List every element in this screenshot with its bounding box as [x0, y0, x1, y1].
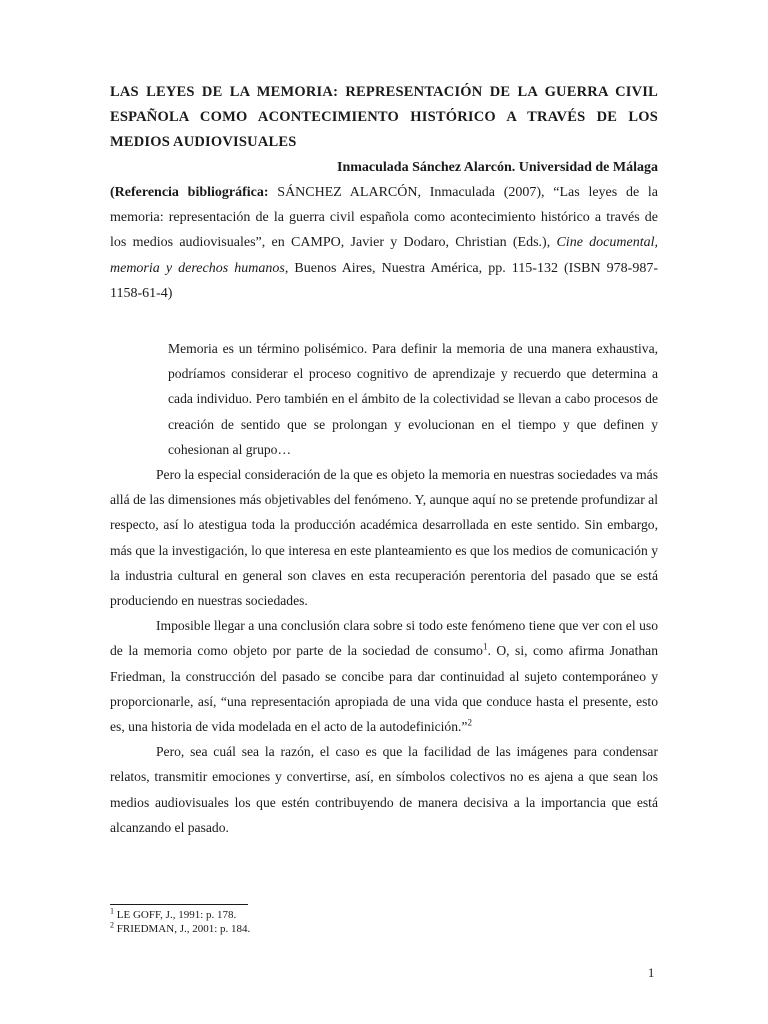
footnote-1-marker: 1	[110, 906, 114, 916]
reference-book-title: Cine documental, memoria y derechos humanos	[110, 235, 658, 276]
author-line: Inmaculada Sánchez Alarcón. Universidad de Málaga	[337, 160, 658, 175]
paragraph-3	[110, 613, 658, 739]
paragraph-3-part-b: . O, si, como afirma Jonathan Friedman, la construcción del pasado se concibe para dar continuidad al sujeto contemporáneo y proporcionarle, así, “una representación apropiada de una vida que conduce hasta el presente, esto es, una historia de vida modelada en el acto de la autodefinición.”	[110, 643, 658, 735]
paragraph-2: Pero la especial consideración de la que es objeto la memoria en nuestras sociedades va más allá de las dimensiones más objetivables del fenómeno. Y, aunque aquí no se pretende profundizar al respecto, así lo atestigua toda la producción académica desarrollada en este sentido. Sin embargo, más que la investigación, lo que interesa en este planteamiento es que los medios de comunicación y la industria cultural en general son claves en esta recuperación perentoria del pasado que se está produciendo en nuestras sociedades.	[110, 467, 658, 609]
paragraph-1: Memoria es un término polisémico. Para definir la memoria de una manera exhaustiva, podríamos considerar el proceso cognitivo de aprendizaje y recuerdo que determina a cada individuo. Pero también en el ámbito de la colectividad se llevan a cabo procesos de creación de sentido que se prolongan y evolucionan en el tiempo y que definen y cohesionan al grupo…	[168, 341, 658, 457]
footnotes	[110, 908, 658, 936]
paragraph-4: Pero, sea cuál sea la razón, el caso es que la facilidad de las imágenes para condensar relatos, transmitir emociones y convertirse, así, en símbolos colectivos no es ajena a que sean los medios audiovisuales los que estén contribuyendo de manera decisiva a la importancia que está alcanzando el pasado.	[110, 744, 658, 835]
footnote-2-marker: 2	[110, 920, 114, 930]
footnote-ref-2[interactable]: 2	[467, 717, 472, 728]
paragraph-3-part-a: Imposible llegar a una conclusión clara sobre si todo este fenómeno tiene que ver con el uso de la memoria como objeto por parte de la sociedad de consumo	[110, 618, 658, 659]
reference-label: (Referencia bibliográfica:	[110, 185, 269, 200]
footnote-2-text: FRIEDMAN, J., 2001: p. 184.	[116, 923, 251, 935]
bibliographic-reference	[110, 180, 658, 306]
document-page	[110, 80, 658, 840]
footnote-separator	[110, 904, 248, 905]
footnote-1	[110, 908, 658, 922]
reference-text-end: , Buenos Aires, Nuestra América, pp. 115-132 (ISBN 978-987-1158-61-4)	[110, 260, 658, 301]
footnote-2	[110, 922, 658, 936]
footnote-ref-1[interactable]: 1	[482, 641, 488, 652]
footnote-1-text: LE GOFF, J., 1991: p. 178.	[116, 909, 237, 921]
page-number: 1	[648, 966, 655, 980]
document-title: LAS LEYES DE LA MEMORIA: REPRESENTACIÓN DE LA GUERRA CIVIL ESPAÑOLA COMO ACONTECIMIENTO HISTÓRICO A TRAVÉS DE LOS MEDIOS AUDIOVISUALES	[110, 84, 658, 150]
reference-text-start: SÁNCHEZ ALARCÓN, Inmaculada (2007), “Las leyes de la memoria: representación de la guerra civil española como acontecimiento histórico a través de los medios audiovisuales”, en CAMPO, Javier y Dodaro, Christian (Eds.),	[110, 185, 658, 251]
